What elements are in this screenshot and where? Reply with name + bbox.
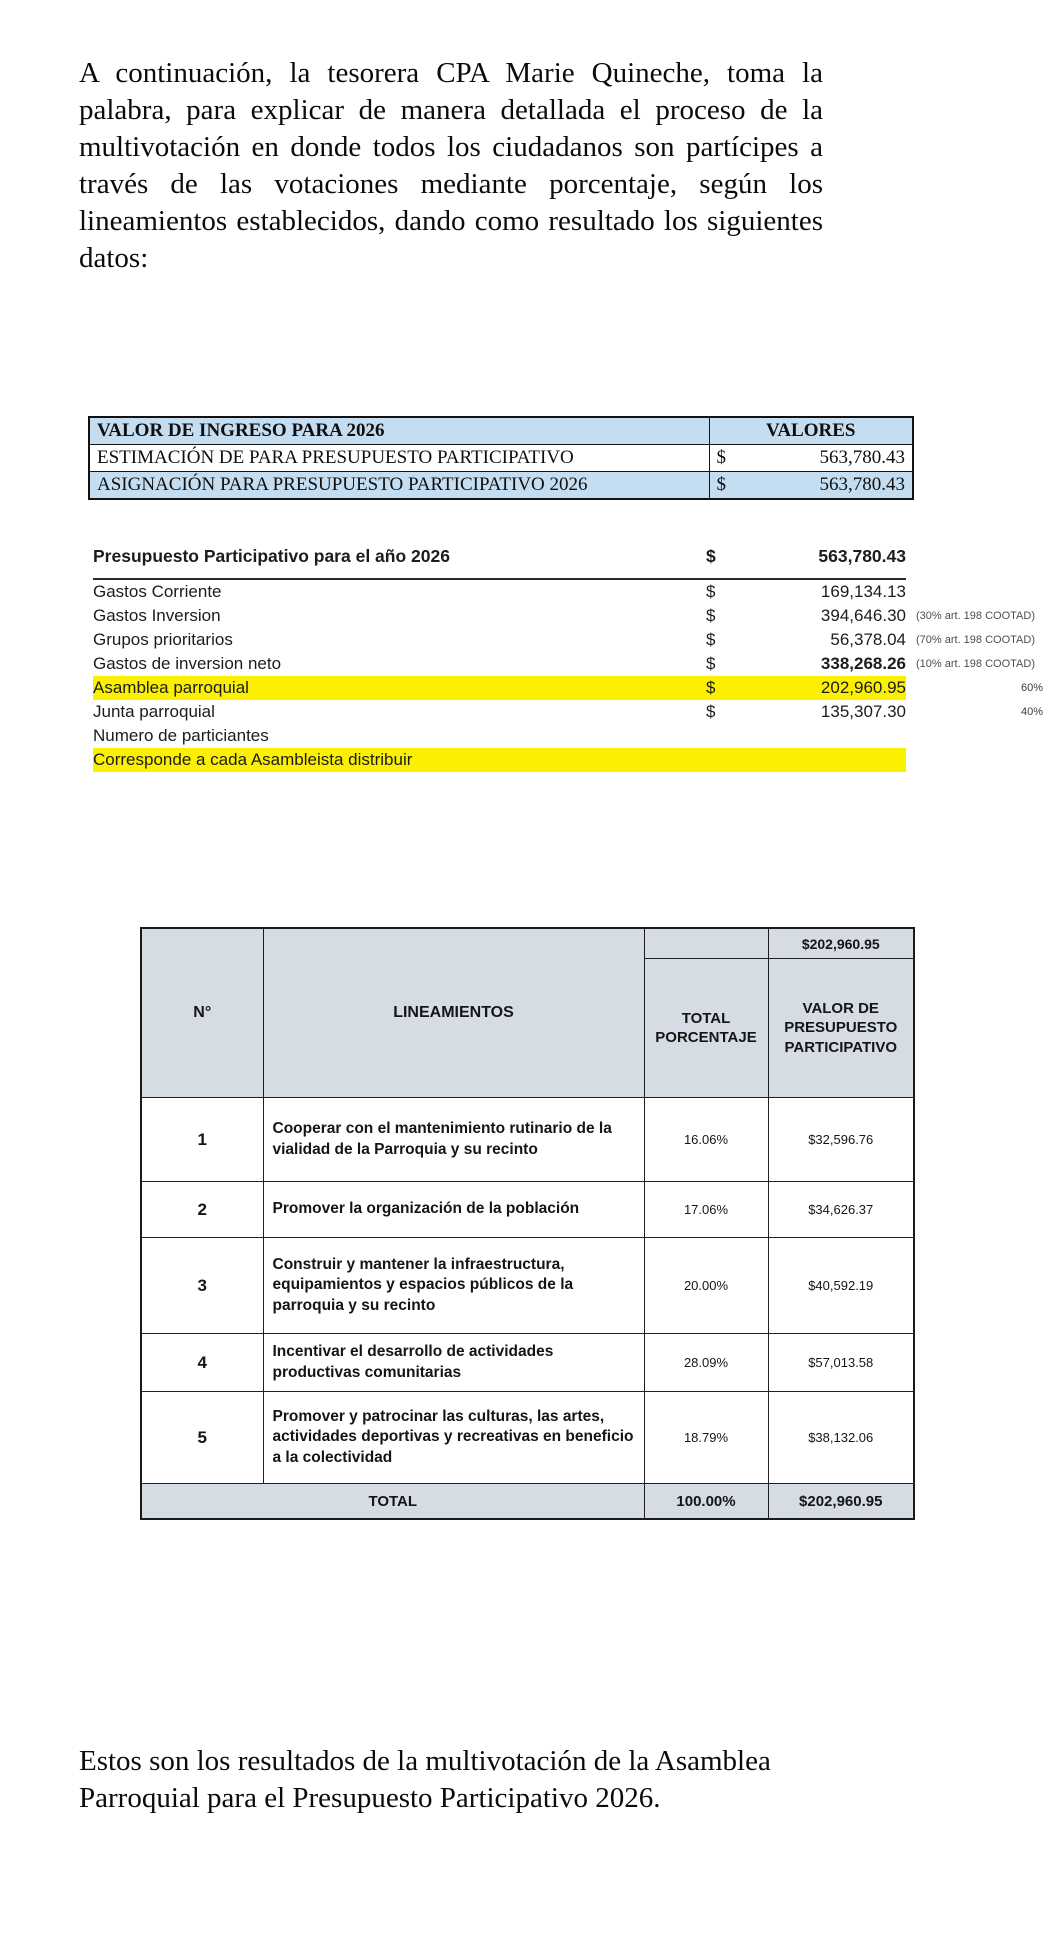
- budget-row-value: 56,378.04: [830, 630, 906, 649]
- lineamiento-text: Cooperar con el mantenimiento rutinario de la vialidad de la Parroquia y su recinto: [263, 1098, 644, 1182]
- total-label: TOTAL: [141, 1484, 644, 1520]
- currency-symbol: $: [706, 702, 716, 721]
- share-percent: 60%: [1020, 682, 1043, 694]
- lineamiento-percent: 17.06%: [644, 1182, 768, 1238]
- intro-paragraph: A continuación, la tesorera CPA Marie Quineche, toma la palabra, para explicar de manera detallada el proceso de la multivotación en donde todos los ciudadanos son partícipes a través de las votaciones mediante porcentaje, según los lineamientos establecidos, dando como resultado los siguientes datos:: [79, 57, 823, 274]
- budget-row-label: Gastos Corriente: [93, 582, 222, 601]
- income-table-row: [89, 445, 913, 472]
- currency-symbol: $: [706, 630, 716, 649]
- col-header-porcentaje: TOTAL PORCENTAJE: [644, 959, 768, 1098]
- lineamiento-number: 5: [141, 1392, 263, 1484]
- budget-breakdown-table: [93, 543, 1043, 772]
- lineamiento-value: $38,132.06: [768, 1392, 914, 1484]
- lineamiento-row: [141, 1392, 914, 1484]
- lineamiento-text: Promover y patrocinar las culturas, las artes, actividades deportivas y recreativas en beneficio a la colectividad: [263, 1392, 644, 1484]
- income-table-title: VALOR DE INGRESO PARA 2026: [89, 417, 709, 445]
- currency-symbol: $: [716, 474, 726, 495]
- income-table: [88, 416, 914, 500]
- budget-row: [93, 628, 1043, 652]
- currency-symbol: $: [706, 582, 716, 601]
- budget-row-label: Numero de particiantes: [93, 726, 269, 745]
- lineamiento-value: $32,596.76: [768, 1098, 914, 1182]
- empty-cell: [644, 928, 768, 959]
- budget-row-value: 169,134.13: [820, 582, 906, 601]
- budget-row: [93, 580, 1043, 604]
- budget-row: [93, 700, 1043, 724]
- lineamiento-number: 1: [141, 1098, 263, 1182]
- income-row-value-cell: [709, 472, 913, 500]
- budget-row-label: Corresponde a cada Asambleista distribuir: [93, 748, 706, 772]
- budget-row-label: Junta parroquial: [93, 702, 215, 721]
- lineamiento-row: [141, 1098, 914, 1182]
- lineamiento-number: 3: [141, 1238, 263, 1334]
- lineamiento-text: Promover la organización de la población: [263, 1182, 644, 1238]
- lineamiento-row: [141, 1334, 914, 1392]
- cootad-note: (70% art. 198 COOTAD): [916, 634, 1035, 646]
- income-row-value-cell: [709, 445, 913, 472]
- lineamiento-row: [141, 1182, 914, 1238]
- lineamiento-number: 2: [141, 1182, 263, 1238]
- col-header-valor: VALOR DE PRESUPUESTO PARTICIPATIVO: [768, 959, 914, 1098]
- lineamientos-total-row: [141, 1484, 914, 1520]
- total-value: $202,960.95: [768, 1484, 914, 1520]
- cootad-note: (30% art. 198 COOTAD): [916, 610, 1035, 622]
- budget-row-value: 394,646.30: [820, 606, 906, 625]
- lineamiento-value: $57,013.58: [768, 1334, 914, 1392]
- lineamientos-table: [140, 927, 915, 1520]
- lineamiento-value: $34,626.37: [768, 1182, 914, 1238]
- budget-row-label: Gastos Inversion: [93, 606, 221, 625]
- lineamiento-percent: 16.06%: [644, 1098, 768, 1182]
- assembly-budget-amount: $202,960.95: [768, 928, 914, 959]
- total-percent: 100.00%: [644, 1484, 768, 1520]
- budget-row: [93, 604, 1043, 628]
- lineamiento-number: 4: [141, 1334, 263, 1392]
- lineamiento-row: [141, 1238, 914, 1334]
- cootad-note: (10% art. 198 COOTAD): [916, 658, 1035, 670]
- income-table-values-header: VALORES: [709, 417, 913, 445]
- lineamientos-budget-row: [141, 928, 914, 959]
- budget-row-label: Asamblea parroquial: [93, 676, 706, 700]
- budget-row-value: 135,307.30: [820, 702, 906, 721]
- income-row-label: ASIGNACIÓN PARA PRESUPUESTO PARTICIPATIVO 2026: [89, 472, 709, 500]
- income-row-value: 563,780.43: [819, 447, 905, 468]
- col-header-num: N°: [141, 928, 263, 1098]
- lineamiento-value: $40,592.19: [768, 1238, 914, 1334]
- lineamiento-text: Construir y mantener la infraestructura, equipamientos y espacios públicos de la parroquia y su recinto: [263, 1238, 644, 1334]
- col-header-lineamientos: LINEAMIENTOS: [263, 928, 644, 1098]
- income-table-row: [89, 472, 913, 500]
- currency-symbol: $: [706, 654, 716, 673]
- budget-row-label: Gastos de inversion neto: [93, 654, 282, 673]
- budget-row: [93, 724, 1043, 748]
- budget-row-label: Grupos prioritarios: [93, 630, 233, 649]
- lineamiento-percent: 20.00%: [644, 1238, 768, 1334]
- budget-row-value: 338,268.26: [820, 654, 906, 673]
- budget-row: [93, 652, 1043, 676]
- currency-symbol: $: [706, 676, 724, 700]
- budget-row-highlighted: [93, 748, 1043, 772]
- budget-header-value: 563,780.43: [724, 543, 906, 580]
- budget-header-row: [93, 543, 1043, 580]
- currency-symbol: $: [716, 447, 726, 468]
- income-table-header-row: [89, 417, 913, 445]
- income-row-value: 563,780.43: [819, 474, 905, 495]
- lineamiento-percent: 18.79%: [644, 1392, 768, 1484]
- budget-header-label: Presupuesto Participativo para el año 2026: [93, 543, 706, 580]
- budget-row-highlighted: [93, 676, 1043, 700]
- income-row-label: ESTIMACIÓN DE PARA PRESUPUESTO PARTICIPATIVO: [89, 445, 709, 472]
- share-percent: 40%: [1020, 706, 1043, 718]
- currency-symbol: $: [706, 606, 716, 625]
- currency-symbol: $: [706, 543, 724, 580]
- lineamiento-text: Incentivar el desarrollo de actividades productivas comunitarias: [263, 1334, 644, 1392]
- budget-row-value: 202,960.95: [724, 676, 906, 700]
- closing-paragraph: Estos son los resultados de la multivotación de la Asamblea Parroquial para el Presupuesto Participativo 2026.: [79, 1745, 771, 1814]
- lineamiento-percent: 28.09%: [644, 1334, 768, 1392]
